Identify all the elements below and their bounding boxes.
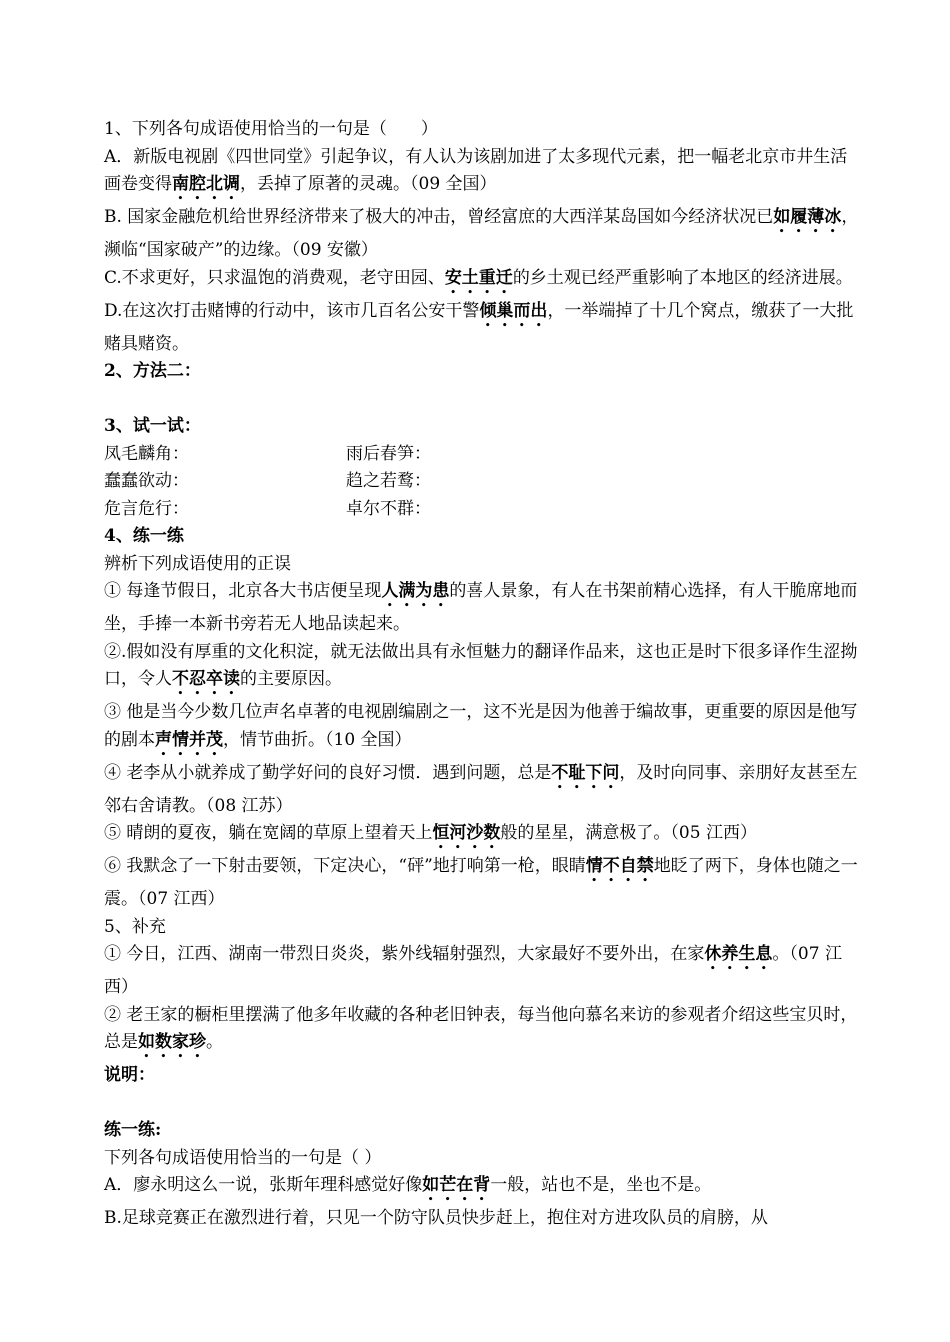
exercise-heading: 练一练: (104, 1120, 162, 1140)
try-idiom: 凤毛麟角： (104, 443, 189, 464)
item-idiom: 恒河沙数 (432, 823, 501, 843)
exercise-question: 下列各句成语使用恰当的一句是（ ） (104, 1147, 382, 1168)
option-idiom: 如芒在背 (422, 1175, 491, 1195)
q1-a-source: ，丢掉了原著的灵魂。（09 全国） (240, 174, 497, 194)
try-idiom: 危言危行： (104, 498, 189, 519)
practice-item-1 (104, 578, 864, 639)
q1-c-text: C.不求更好，只求温饱的消费观，老守田园、 (104, 267, 445, 288)
q1-d-text: D.在这次打击赌博的行动中，该市几百名公安干警 (104, 300, 480, 321)
q1-option-d (104, 298, 864, 359)
item-rest: 般的星星，满意极了。（05 江西） (500, 823, 757, 843)
item-idiom: 声情并茂 (155, 729, 223, 750)
item-text: ⑥ 我默念了一下射击要领，下定决心，“砰”地打响第一枪，眼睛 (104, 856, 586, 876)
practice-item-3 (104, 699, 864, 760)
item-text: ④ 老李从小就养成了勤学好问的良好习惯．遇到问题，总是 (104, 762, 552, 783)
q1-a-text: A．新版电视剧《四世同堂》引起争议，有人认为该剧加进了太多现代元素，把一幅老北京市井生活画卷变得 (104, 146, 848, 194)
item-idiom: 如数家珍 (138, 1032, 206, 1052)
item-rest: 。（07 江西） (104, 944, 842, 997)
exercise-option-a (104, 1172, 864, 1205)
method2-heading: 2、方法二： (104, 361, 201, 381)
item-rest: 地眨了两下，身体也随之一震。（07 江西） (104, 856, 858, 909)
try-row-2 (104, 468, 864, 496)
document-page (104, 116, 864, 1233)
q1-b-text: B. 国家金融危机给世界经济带来了极大的冲击，曾经富庶的大西洋某岛国如今经济状况已 (104, 207, 774, 227)
item-text: ① 每逢节假日，北京各大书店便呈现 (104, 581, 382, 601)
try-idiom: 趋之若鹜： (346, 471, 431, 491)
option-text: A．廖永明这么一说，张斯年理科感觉好像 (104, 1175, 423, 1195)
item-rest: 的喜人景象，有人在书架前精心选择，有人干脆席地而坐，手捧一本新书旁若无人地品读起来。 (104, 581, 858, 634)
item-idiom: 情不自禁 (585, 856, 654, 876)
item-text: ② 老王家的橱柜里摆满了他多年收藏的各种老旧钟表，每当他向慕名来访的参观者介绍这些宝贝时，总是 (104, 1004, 858, 1052)
q1-c-idiom: 安土重迁 (444, 267, 513, 288)
practice-item-5 (104, 820, 864, 853)
item-idiom: 不忍卒读 (172, 669, 240, 689)
note-heading: 说明： (104, 1065, 155, 1085)
item-idiom: 不耻下问 (551, 762, 620, 783)
try-row-1 (104, 441, 864, 469)
option-text: B.足球竞赛正在激烈进行着，只见一个防守队员快步赶上，抱住对方进攻队员的肩膀，从 (104, 1208, 768, 1228)
q1-b-idiom: 如履薄冰 (773, 207, 842, 227)
exercise-option-b (104, 1205, 864, 1233)
supplement-item-1 (104, 941, 864, 1002)
item-rest: 。 (206, 1032, 223, 1052)
spacer (104, 1090, 864, 1118)
item-text: ① 今日，江西、湖南一带烈日炎炎，紫外线辐射强烈，大家最好不要外出，在家 (104, 944, 705, 964)
q1-c-rest: 的乡土观已经严重影响了本地区的经济进展。 (512, 267, 853, 288)
q1-option-b (104, 204, 864, 265)
practice-item-4 (104, 760, 864, 821)
supplement-heading: 5、补充 (104, 916, 166, 937)
spacer (104, 386, 864, 414)
item-rest: 的主要原因。 (240, 669, 342, 689)
item-rest: ，及时向同事、亲朋好友甚至左邻右舍请教。（08 江苏） (104, 762, 858, 816)
practice-intro: 辨析下列成语使用的正误 (104, 553, 291, 574)
item-text: ③ 他是当今少数几位声名卓著的电视剧编剧之一，这不光是因为他善于编故事，更重要的原因是他写的剧本 (104, 702, 858, 750)
q1-d-rest: ，一举端掉了十几个窝点，缴获了一大批赌具赌资。 (104, 300, 854, 354)
item-idiom: 人满为患 (381, 581, 450, 601)
item-rest: ，情节曲折。（10 全国） (223, 729, 412, 750)
q1-option-a (104, 144, 864, 205)
supplement-item-2 (104, 1002, 864, 1063)
practice-item-6 (104, 853, 864, 914)
try-row-3 (104, 496, 864, 524)
try-idiom: 雨后春笋： (346, 443, 431, 464)
q1-title: 1、下列各句成语使用恰当的一句是（ ） (104, 119, 438, 139)
try-idiom: 蠢蠢欲动： (104, 471, 189, 491)
q1-b-source: ，濒临“国家破产”的边缘。（09 安徽） (104, 207, 859, 260)
item-text: ⑤ 晴朗的夏夜，躺在宽阔的草原上望着天上 (104, 823, 433, 843)
try-heading: 3、试一试： (104, 416, 201, 436)
q1-a-idiom: 南腔北调 (172, 174, 240, 194)
try-idiom: 卓尔不群： (346, 498, 431, 519)
option-rest: 一般，站也不是，坐也不是。 (490, 1175, 712, 1195)
q1-option-c (104, 265, 864, 298)
practice-heading: 4、练一练 (104, 526, 184, 546)
q1-d-idiom: 倾巢而出 (479, 300, 548, 321)
item-idiom: 休养生息 (704, 944, 773, 964)
practice-item-2 (104, 639, 864, 700)
item-text: ②.假如没有厚重的文化积淀，就无法做出具有永恒魅力的翻译作品来，这也正是时下很多译作生涩拗口，令人 (104, 641, 858, 689)
